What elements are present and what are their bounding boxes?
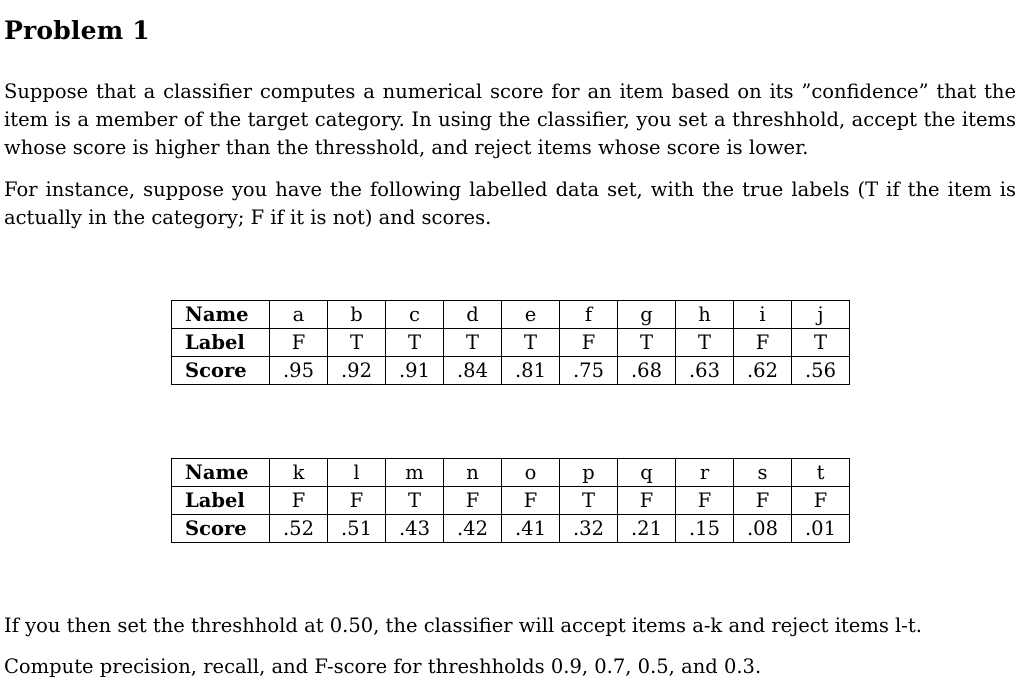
table-cell: d bbox=[444, 301, 502, 329]
table-cell: .08 bbox=[734, 515, 792, 543]
table-cell: .32 bbox=[560, 515, 618, 543]
task-paragraph: Compute precision, recall, and F-score for threshholds 0.9, 0.7, 0.5, and 0.3. bbox=[4, 655, 762, 678]
table-cell: F bbox=[270, 329, 328, 357]
table-cell: .21 bbox=[618, 515, 676, 543]
table-cell: .51 bbox=[328, 515, 386, 543]
table-cell: q bbox=[618, 459, 676, 487]
table-cell: .43 bbox=[386, 515, 444, 543]
table-cell: T bbox=[444, 329, 502, 357]
row-header-name: Name bbox=[172, 301, 270, 329]
problem-title: Problem 1 bbox=[4, 16, 150, 45]
table-cell: .62 bbox=[734, 357, 792, 385]
table-cell: T bbox=[676, 329, 734, 357]
table-cell: T bbox=[328, 329, 386, 357]
table-cell: k bbox=[270, 459, 328, 487]
table-cell: T bbox=[386, 329, 444, 357]
table-cell: F bbox=[328, 487, 386, 515]
table-cell: F bbox=[792, 487, 850, 515]
row-header-score: Score bbox=[172, 357, 270, 385]
table-cell: T bbox=[386, 487, 444, 515]
table-row-score bbox=[172, 357, 850, 385]
row-header-label: Label bbox=[172, 329, 270, 357]
table-cell: F bbox=[618, 487, 676, 515]
table-cell: .15 bbox=[676, 515, 734, 543]
table-cell: .41 bbox=[502, 515, 560, 543]
table-cell: p bbox=[560, 459, 618, 487]
table-row-name bbox=[172, 301, 850, 329]
table-cell: .01 bbox=[792, 515, 850, 543]
row-header-score: Score bbox=[172, 515, 270, 543]
table-cell: .91 bbox=[386, 357, 444, 385]
table-row-name bbox=[172, 459, 850, 487]
table-cell: e bbox=[502, 301, 560, 329]
table-cell: b bbox=[328, 301, 386, 329]
row-header-label: Label bbox=[172, 487, 270, 515]
table-cell: .75 bbox=[560, 357, 618, 385]
table-cell: r bbox=[676, 459, 734, 487]
table-cell: F bbox=[734, 329, 792, 357]
threshold-example-paragraph: If you then set the threshhold at 0.50, the classifier will accept items a-k and reject items l-t. bbox=[4, 614, 922, 637]
problem-intro-paragraph: Suppose that a classifier computes a numerical score for an item based on its ”confidence” that the item is a member of the target category. In using the classifier, you set a threshhold, accept the items whose score is higher than the thresshold, and reject items whose score is lower. bbox=[4, 80, 1016, 159]
table-cell: F bbox=[270, 487, 328, 515]
table-cell: F bbox=[676, 487, 734, 515]
table-cell: o bbox=[502, 459, 560, 487]
example-intro-paragraph: For instance, suppose you have the following labelled data set, with the true labels (T if the item is actually in the category; F if it is not) and scores. bbox=[4, 178, 1016, 229]
table-cell: .68 bbox=[618, 357, 676, 385]
data-table-1 bbox=[171, 300, 850, 385]
table-cell: .84 bbox=[444, 357, 502, 385]
table-cell: h bbox=[676, 301, 734, 329]
table-cell: F bbox=[560, 329, 618, 357]
table-cell: T bbox=[560, 487, 618, 515]
table-cell: .92 bbox=[328, 357, 386, 385]
table-cell: T bbox=[792, 329, 850, 357]
table-cell: j bbox=[792, 301, 850, 329]
data-table-2 bbox=[171, 458, 850, 543]
table-cell: s bbox=[734, 459, 792, 487]
table-cell: .95 bbox=[270, 357, 328, 385]
table-cell: l bbox=[328, 459, 386, 487]
table-cell: .42 bbox=[444, 515, 502, 543]
table-cell: .81 bbox=[502, 357, 560, 385]
table-row-label bbox=[172, 487, 850, 515]
table-cell: F bbox=[444, 487, 502, 515]
table-cell: g bbox=[618, 301, 676, 329]
table-cell: .63 bbox=[676, 357, 734, 385]
table-cell: F bbox=[502, 487, 560, 515]
table-cell: i bbox=[734, 301, 792, 329]
table-cell: n bbox=[444, 459, 502, 487]
table-cell: m bbox=[386, 459, 444, 487]
table-cell: c bbox=[386, 301, 444, 329]
row-header-name: Name bbox=[172, 459, 270, 487]
table-row-label bbox=[172, 329, 850, 357]
table-cell: T bbox=[618, 329, 676, 357]
table-row-score bbox=[172, 515, 850, 543]
table-cell: a bbox=[270, 301, 328, 329]
table-cell: t bbox=[792, 459, 850, 487]
table-cell: T bbox=[502, 329, 560, 357]
table-cell: F bbox=[734, 487, 792, 515]
table-cell: .56 bbox=[792, 357, 850, 385]
table-cell: .52 bbox=[270, 515, 328, 543]
table-cell: f bbox=[560, 301, 618, 329]
